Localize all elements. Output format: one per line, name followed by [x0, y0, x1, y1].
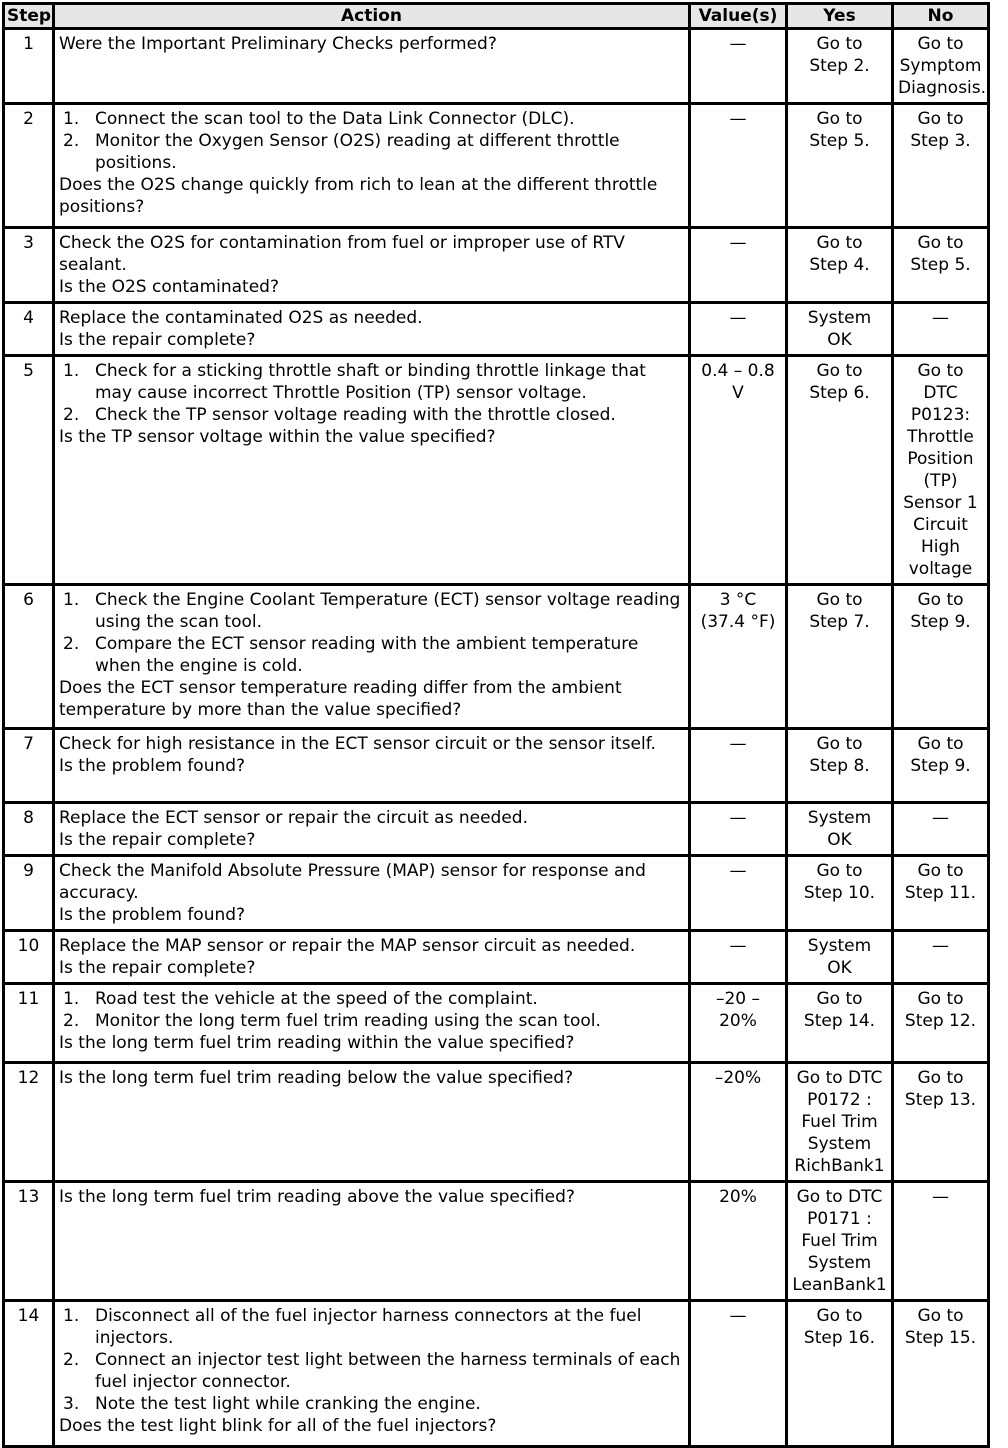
yes-cell-line: Go to: [816, 34, 863, 54]
yes-cell-line: Fuel Trim: [801, 1112, 878, 1132]
action-check-text: Monitor the Oxygen Sensor (O2S) reading at different throttle positions.: [95, 131, 620, 173]
yes-cell-line: Go to: [816, 734, 863, 754]
action-check-item: [59, 589, 684, 633]
value-cell-line: –20%: [714, 1068, 762, 1088]
no-cell-line: Go to: [917, 590, 964, 610]
value-cell-line: —: [729, 109, 747, 129]
value-cell: [690, 585, 787, 729]
action-question: Is the problem found?: [59, 756, 246, 776]
action-check-number: 2.: [63, 634, 80, 654]
action-question: Replace the MAP sensor or repair the MAP sensor circuit as needed.: [59, 936, 636, 956]
no-cell: [893, 856, 989, 931]
action-check-item: [59, 130, 684, 174]
step-number: 3: [4, 228, 54, 303]
yes-cell-line: Step 2.: [809, 56, 870, 76]
value-cell-line: V: [732, 383, 744, 403]
value-cell-line: —: [729, 34, 747, 54]
step-number: 1: [4, 29, 54, 104]
value-cell: [690, 29, 787, 104]
yes-cell-line: Step 10.: [803, 883, 876, 903]
action-check-number: 1.: [63, 361, 80, 381]
table-row: [4, 1182, 989, 1301]
no-cell-line: Go to: [917, 1306, 964, 1326]
action-question: Is the repair complete?: [59, 330, 256, 350]
no-cell: [893, 303, 989, 356]
value-cell-line: –20 –: [715, 989, 761, 1009]
yes-cell: [787, 29, 893, 104]
header-step: Step: [4, 4, 54, 29]
no-cell: [893, 1182, 989, 1301]
action-check-number: 3.: [63, 1394, 80, 1414]
step-number: 7: [4, 729, 54, 803]
yes-cell-line: Go to: [816, 109, 863, 129]
no-cell-line: Go to: [917, 109, 964, 129]
no-cell-line: P0123:: [910, 405, 971, 425]
value-cell-line: —: [729, 734, 747, 754]
no-cell-line: Sensor 1: [903, 493, 978, 513]
no-cell-line: Step 9.: [910, 756, 971, 776]
yes-cell-line: P0172 :: [807, 1090, 872, 1110]
yes-cell-line: Step 8.: [809, 756, 870, 776]
no-cell-line: —: [932, 936, 949, 956]
yes-cell-line: Fuel Trim: [801, 1231, 878, 1251]
value-cell: [690, 931, 787, 984]
header-no: No: [893, 4, 989, 29]
action-question: Check the Manifold Absolute Pressure (MAP) sensor for response and accuracy.: [59, 861, 646, 903]
step-number: 12: [4, 1063, 54, 1182]
action-check-number: 1.: [63, 590, 80, 610]
value-cell: [690, 303, 787, 356]
value-cell-line: 20%: [719, 1011, 757, 1031]
diagnostic-table: [2, 2, 990, 1448]
value-cell-line: 0.4 – 0.8: [701, 361, 775, 381]
yes-cell-line: RichBank1: [794, 1156, 885, 1176]
yes-cell-line: Go to: [816, 1306, 863, 1326]
yes-cell-line: LeanBank1: [792, 1275, 887, 1295]
yes-cell-line: Step 6.: [809, 383, 870, 403]
action-question: Does the ECT sensor temperature reading differ from the ambient temperature by more than the value specified?: [59, 678, 622, 720]
no-cell-line: High: [920, 537, 961, 557]
action-check-text: Road test the vehicle at the speed of the complaint.: [95, 989, 538, 1009]
table-row: [4, 585, 989, 729]
no-cell: [893, 1301, 989, 1447]
action-check-item: [59, 988, 684, 1010]
action-check-number: 1.: [63, 109, 80, 129]
action-cell: [54, 803, 690, 856]
action-question: Replace the contaminated O2S as needed.: [59, 308, 423, 328]
value-cell-line: (37.4 °F): [700, 612, 776, 632]
yes-cell-line: System: [807, 1253, 872, 1273]
action-cell: [54, 856, 690, 931]
yes-cell-line: System: [807, 1134, 872, 1154]
action-check-item: [59, 108, 684, 130]
action-cell: [54, 29, 690, 104]
yes-cell-line: OK: [827, 958, 852, 978]
no-cell-line: Step 3.: [910, 131, 971, 151]
value-cell-line: —: [729, 936, 747, 956]
yes-cell: [787, 1182, 893, 1301]
no-cell-line: Step 15.: [904, 1328, 977, 1348]
step-number: 4: [4, 303, 54, 356]
action-check-item: [59, 1349, 684, 1393]
yes-cell-line: Step 16.: [803, 1328, 876, 1348]
no-cell-line: Throttle: [907, 427, 974, 447]
no-cell: [893, 585, 989, 729]
no-cell-line: DTC: [923, 383, 958, 403]
yes-cell: [787, 729, 893, 803]
no-cell-line: Step 9.: [910, 612, 971, 632]
no-cell-line: Step 12.: [904, 1011, 977, 1031]
yes-cell: [787, 856, 893, 931]
yes-cell-line: OK: [827, 830, 852, 850]
no-cell-line: Step 11.: [904, 883, 977, 903]
table-row: [4, 1301, 989, 1447]
no-cell: [893, 29, 989, 104]
yes-cell: [787, 803, 893, 856]
action-check-item: [59, 404, 684, 426]
action-cell: [54, 303, 690, 356]
action-question: Is the TP sensor voltage within the value specified?: [59, 427, 496, 447]
table-row: [4, 856, 989, 931]
action-cell: [54, 356, 690, 585]
step-number: 5: [4, 356, 54, 585]
action-check-item: [59, 633, 684, 677]
value-cell: [690, 1301, 787, 1447]
value-cell-line: —: [729, 1306, 747, 1326]
table-row: [4, 356, 989, 585]
action-question: Does the O2S change quickly from rich to lean at the different throttle positions?: [59, 175, 658, 217]
value-cell: [690, 228, 787, 303]
action-check-text: Disconnect all of the fuel injector harness connectors at the fuel injectors.: [95, 1306, 642, 1348]
no-cell-line: Go to: [917, 233, 964, 253]
yes-cell-line: Go to: [816, 989, 863, 1009]
yes-cell: [787, 1301, 893, 1447]
yes-cell-line: Step 5.: [809, 131, 870, 151]
yes-cell-line: System: [807, 308, 872, 328]
action-cell: [54, 585, 690, 729]
no-cell-line: Go to: [917, 1068, 964, 1088]
action-check-text: Check the TP sensor voltage reading with the throttle closed.: [95, 405, 616, 425]
action-cell: [54, 729, 690, 803]
action-cell: [54, 984, 690, 1063]
yes-cell-line: Go to DTC: [796, 1187, 883, 1207]
no-cell-line: Go to: [917, 989, 964, 1009]
action-check-text: Note the test light while cranking the engine.: [95, 1394, 481, 1414]
no-cell-line: Go to: [917, 861, 964, 881]
value-cell-line: —: [729, 808, 747, 828]
no-cell: [893, 931, 989, 984]
action-question: Is the repair complete?: [59, 830, 256, 850]
step-number: 11: [4, 984, 54, 1063]
action-cell: [54, 104, 690, 228]
yes-cell-line: Step 4.: [809, 255, 870, 275]
step-number: 14: [4, 1301, 54, 1447]
yes-cell: [787, 984, 893, 1063]
value-cell: [690, 104, 787, 228]
no-cell: [893, 104, 989, 228]
no-cell: [893, 984, 989, 1063]
table-row: [4, 104, 989, 228]
action-check-text: Connect the scan tool to the Data Link Connector (DLC).: [95, 109, 575, 129]
table-row: [4, 729, 989, 803]
step-number: 8: [4, 803, 54, 856]
no-cell: [893, 356, 989, 585]
action-question: Were the Important Preliminary Checks performed?: [59, 34, 497, 54]
yes-cell-line: System: [807, 808, 872, 828]
yes-cell-line: Go to: [816, 861, 863, 881]
action-cell: [54, 1182, 690, 1301]
header-action: Action: [54, 4, 690, 29]
action-question: Is the repair complete?: [59, 958, 256, 978]
no-cell-line: Position: [907, 449, 974, 469]
step-number: 9: [4, 856, 54, 931]
no-cell: [893, 729, 989, 803]
action-question: Is the long term fuel trim reading below the value specified?: [59, 1068, 574, 1088]
table-row: [4, 1063, 989, 1182]
action-check-number: 2.: [63, 405, 80, 425]
action-check-number: 2.: [63, 131, 80, 151]
action-check-number: 1.: [63, 1306, 80, 1326]
action-cell: [54, 1063, 690, 1182]
header-values: Value(s): [690, 4, 787, 29]
no-cell-line: Diagnosis.: [898, 78, 987, 98]
no-cell-line: Step 13.: [904, 1090, 977, 1110]
yes-cell-line: System: [807, 936, 872, 956]
yes-cell: [787, 228, 893, 303]
no-cell-line: —: [932, 808, 949, 828]
no-cell-line: Go to: [917, 34, 964, 54]
value-cell: [690, 803, 787, 856]
action-question: Is the long term fuel trim reading above the value specified?: [59, 1187, 575, 1207]
no-cell-line: —: [932, 308, 949, 328]
header-yes: Yes: [787, 4, 893, 29]
action-check-text: Check for a sticking throttle shaft or binding throttle linkage that may cause incorrect Throttle Position (TP) sensor voltage.: [95, 361, 646, 403]
yes-cell-line: Go to: [816, 590, 863, 610]
no-cell: [893, 1063, 989, 1182]
action-check-text: Connect an injector test light between the harness terminals of each fuel injector connector.: [95, 1350, 681, 1392]
action-question: Check the O2S for contamination from fuel or improper use of RTV sealant.: [59, 233, 625, 275]
step-number: 13: [4, 1182, 54, 1301]
yes-cell-line: OK: [827, 330, 852, 350]
yes-cell-line: P0171 :: [807, 1209, 872, 1229]
table-row: [4, 803, 989, 856]
value-cell-line: —: [729, 861, 747, 881]
no-cell-line: —: [932, 1187, 949, 1207]
no-cell-line: Step 5.: [910, 255, 971, 275]
table-row: [4, 931, 989, 984]
action-check-number: 2.: [63, 1350, 80, 1370]
no-cell: [893, 803, 989, 856]
action-cell: [54, 1301, 690, 1447]
value-cell-line: 3 °C: [719, 590, 757, 610]
no-cell-line: Circuit: [913, 515, 968, 535]
step-number: 6: [4, 585, 54, 729]
value-cell: [690, 1182, 787, 1301]
step-number: 10: [4, 931, 54, 984]
action-check-number: 2.: [63, 1011, 80, 1031]
action-check-item: [59, 1393, 684, 1415]
value-cell: [690, 856, 787, 931]
step-number: 2: [4, 104, 54, 228]
no-cell: [893, 228, 989, 303]
action-question: Does the test light blink for all of the fuel injectors?: [59, 1416, 497, 1436]
value-cell-line: —: [729, 233, 747, 253]
value-cell: [690, 984, 787, 1063]
table-row: [4, 984, 989, 1063]
table-row: [4, 228, 989, 303]
action-check-text: Monitor the long term fuel trim reading using the scan tool.: [95, 1011, 601, 1031]
no-cell-line: voltage: [908, 559, 973, 579]
action-check-number: 1.: [63, 989, 80, 1009]
yes-cell: [787, 356, 893, 585]
yes-cell-line: Step 7.: [809, 612, 870, 632]
yes-cell: [787, 1063, 893, 1182]
action-question: Is the O2S contaminated?: [59, 277, 279, 297]
value-cell-line: —: [729, 308, 747, 328]
yes-cell: [787, 104, 893, 228]
action-check-item: [59, 360, 684, 404]
table-row: [4, 303, 989, 356]
yes-cell: [787, 303, 893, 356]
action-check-text: Check the Engine Coolant Temperature (ECT) sensor voltage reading using the scan tool.: [95, 590, 681, 632]
value-cell: [690, 729, 787, 803]
value-cell-line: 20%: [719, 1187, 757, 1207]
action-question: Is the problem found?: [59, 905, 246, 925]
yes-cell-line: Go to DTC: [796, 1068, 883, 1088]
action-check-item: [59, 1305, 684, 1349]
yes-cell-line: Go to: [816, 361, 863, 381]
value-cell: [690, 356, 787, 585]
no-cell-line: (TP): [923, 471, 958, 491]
action-check-item: [59, 1010, 684, 1032]
action-check-text: Compare the ECT sensor reading with the ambient temperature when the engine is cold.: [95, 634, 639, 676]
yes-cell-line: Go to: [816, 233, 863, 253]
header-row: [4, 4, 989, 29]
action-question: Replace the ECT sensor or repair the circuit as needed.: [59, 808, 529, 828]
action-cell: [54, 931, 690, 984]
yes-cell-line: Step 14.: [803, 1011, 876, 1031]
table-row: [4, 29, 989, 104]
action-question: Is the long term fuel trim reading within the value specified?: [59, 1033, 575, 1053]
no-cell-line: Go to: [917, 361, 964, 381]
yes-cell: [787, 931, 893, 984]
no-cell-line: Symptom: [899, 56, 982, 76]
action-question: Check for high resistance in the ECT sensor circuit or the sensor itself.: [59, 734, 656, 754]
no-cell-line: Go to: [917, 734, 964, 754]
value-cell: [690, 1063, 787, 1182]
yes-cell: [787, 585, 893, 729]
action-cell: [54, 228, 690, 303]
